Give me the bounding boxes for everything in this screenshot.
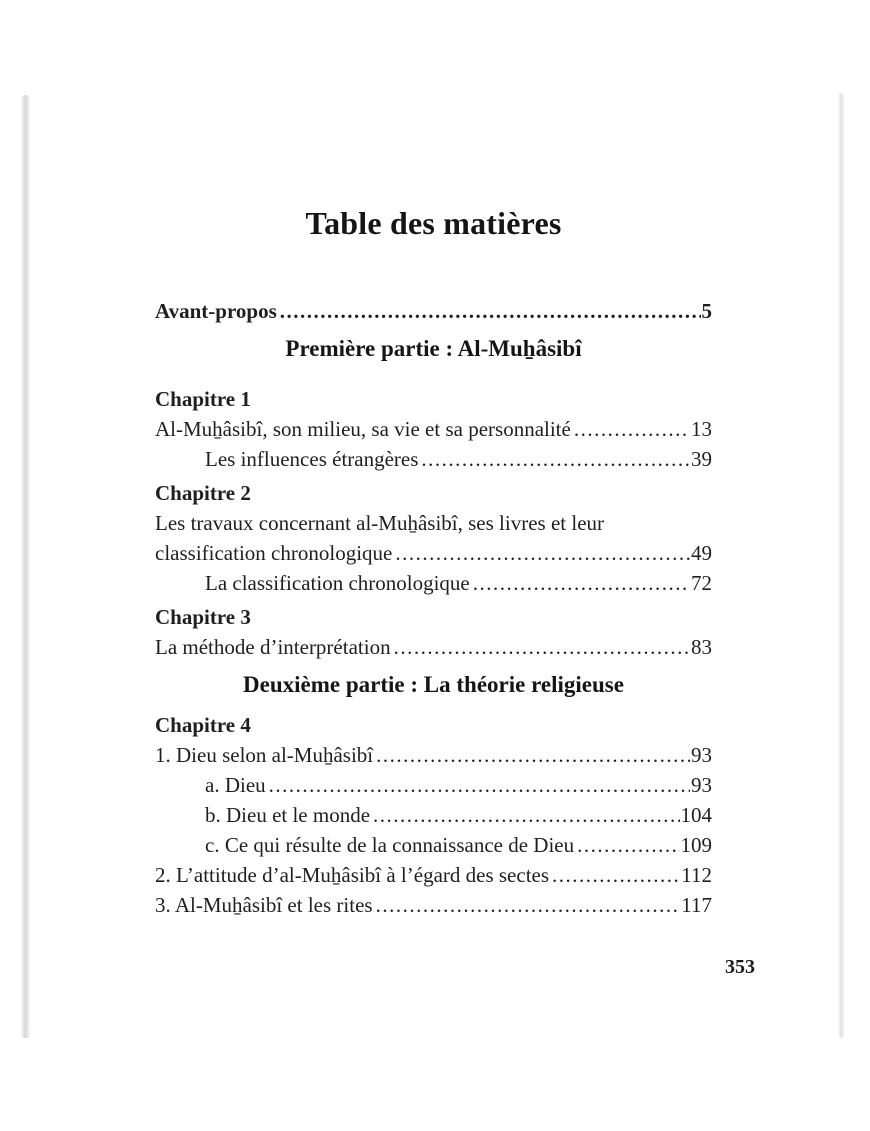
toc-entry-label: b. Dieu et le monde — [205, 803, 371, 827]
toc-entry-label: La classification chronologique — [205, 571, 470, 595]
toc-entry-label: classification chronologique — [155, 541, 393, 565]
toc-entry-label: 2. L’attitude d’al-Muẖâsibî à l’égard des sectes — [155, 863, 550, 887]
toc-page-number: 83 — [691, 635, 712, 659]
chapter-heading-3: Chapitre 3 — [155, 605, 251, 629]
dot-leader — [394, 632, 690, 662]
scan-left-edge-shadow — [21, 95, 30, 1038]
toc-entry — [155, 860, 712, 890]
page-title: Table des matières — [305, 205, 562, 241]
toc-page-number: 13 — [691, 417, 712, 441]
toc-page-number: 109 — [680, 833, 712, 857]
toc-subentry — [155, 444, 712, 474]
dot-leader — [376, 890, 681, 920]
toc-subentry — [155, 568, 712, 598]
dot-leader — [473, 568, 690, 598]
dot-leader — [376, 740, 690, 770]
folio-page-number: 353 — [725, 956, 755, 978]
toc-entry-label: La méthode d’interprétation — [155, 635, 391, 659]
toc-entry-label: a. Dieu — [205, 773, 266, 797]
toc-entry — [155, 890, 712, 920]
toc-entry — [155, 632, 712, 662]
part-heading-2: Deuxième partie : La théorie religieuse — [243, 672, 624, 697]
dot-leader — [577, 830, 679, 860]
toc-page-number: 93 — [691, 743, 712, 767]
scan-right-edge-shadow — [838, 93, 844, 1038]
toc-page-number: 5 — [701, 299, 712, 323]
toc-entry-label: Les influences étrangères — [205, 447, 419, 471]
toc-subentry — [155, 830, 712, 860]
toc-entry-label: Avant-propos — [155, 299, 277, 323]
toc-entry — [155, 740, 712, 770]
dot-leader — [552, 860, 680, 890]
toc-subentry — [155, 800, 712, 830]
dot-leader — [269, 770, 690, 800]
toc-page-number: 49 — [691, 541, 712, 565]
toc-entry-label: 3. Al-Muẖâsibî et les rites — [155, 893, 373, 917]
dot-leader — [280, 296, 701, 326]
toc-page-number: 117 — [681, 893, 712, 917]
chapter-heading-2: Chapitre 2 — [155, 481, 251, 505]
toc-page-number: 93 — [691, 773, 712, 797]
part-heading-1: Première partie : Al-Muẖâsibî — [285, 336, 582, 361]
chapter-heading-1: Chapitre 1 — [155, 387, 251, 411]
toc-page-number: 104 — [680, 803, 712, 827]
toc-page-number: 72 — [691, 571, 712, 595]
toc-page-number: 112 — [681, 863, 712, 887]
toc-page-number: 39 — [691, 447, 712, 471]
chapter-heading-4: Chapitre 4 — [155, 713, 251, 737]
dot-leader — [373, 800, 679, 830]
dot-leader — [421, 444, 690, 474]
toc-entry-label: Al-Muẖâsibî, son milieu, sa vie et sa personnalité — [155, 417, 571, 441]
toc-entry — [155, 538, 712, 568]
table-of-contents — [155, 0, 712, 920]
toc-entry-avant-propos — [155, 296, 712, 326]
toc-entry-label: 1. Dieu selon al-Muẖâsibî — [155, 743, 374, 767]
toc-entry-wrapped-line: Les travaux concernant al-Muẖâsibî, ses livres et leur — [155, 511, 605, 535]
dot-leader — [395, 538, 690, 568]
toc-entry-label: c. Ce qui résulte de la connaissance de Dieu — [205, 833, 575, 857]
toc-subentry — [155, 770, 712, 800]
toc-entry — [155, 414, 712, 444]
dot-leader — [574, 414, 690, 444]
